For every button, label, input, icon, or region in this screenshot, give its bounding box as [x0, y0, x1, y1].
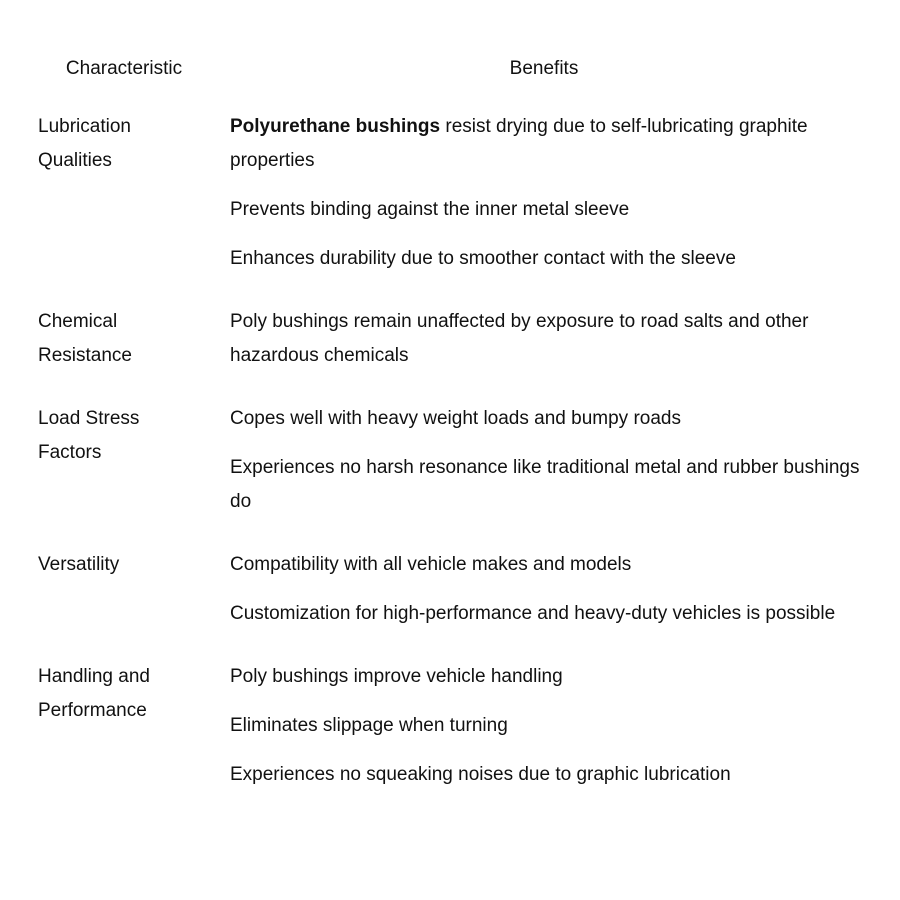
characteristic-cell — [28, 540, 220, 631]
table-row — [28, 540, 868, 631]
characteristic-cell — [28, 394, 220, 519]
benefit-text: Experiences no harsh resonance like traditional metal and rubber bushings do — [230, 457, 860, 512]
benefit-text: Compatibility with all vehicle makes and models — [230, 554, 632, 575]
benefits-cell — [220, 394, 868, 519]
benefits-cell — [220, 297, 868, 373]
header-benefits: Benefits — [509, 58, 579, 79]
benefit-item — [230, 242, 868, 276]
characteristic-line: Versatility — [38, 554, 120, 575]
benefit-item — [230, 597, 868, 631]
table-row — [28, 102, 868, 276]
characteristic-line: Lubrication — [38, 116, 131, 137]
benefits-cell — [220, 102, 868, 276]
characteristic-line: Factors — [38, 442, 102, 463]
benefit-text: Copes well with heavy weight loads and bumpy roads — [230, 408, 681, 429]
benefit-text: resist drying due to self-lubricating graphite properties — [230, 116, 808, 171]
characteristic-cell — [28, 102, 220, 276]
benefits-cell — [220, 652, 868, 792]
benefit-text: Prevents binding against the inner metal sleeve — [230, 199, 630, 220]
characteristic-line: Resistance — [38, 345, 132, 366]
benefit-text: Poly bushings remain unaffected by exposure to road salts and other hazardous chemicals — [230, 311, 809, 366]
benefit-item — [230, 305, 868, 373]
characteristic-cell — [28, 297, 220, 373]
benefit-item — [230, 110, 868, 178]
table-row — [28, 652, 868, 792]
benefit-item — [230, 451, 868, 519]
benefit-item — [230, 660, 868, 694]
table-row — [28, 394, 868, 519]
benefit-text: Customization for high-performance and heavy-duty vehicles is possible — [230, 603, 836, 624]
benefit-item — [230, 709, 868, 743]
benefit-text: Poly bushings improve vehicle handling — [230, 666, 563, 687]
benefit-item — [230, 402, 868, 436]
header-characteristic: Characteristic — [65, 58, 183, 79]
characteristic-line: Handling and — [38, 666, 150, 687]
benefits-cell — [220, 540, 868, 631]
benefit-item — [230, 548, 868, 582]
benefits-table — [28, 40, 868, 792]
benefit-item — [230, 193, 868, 227]
table-row — [28, 297, 868, 373]
characteristic-line: Load Stress — [38, 408, 140, 429]
benefit-text: Enhances durability due to smoother contact with the sleeve — [230, 248, 736, 269]
characteristic-line: Performance — [38, 700, 147, 721]
benefit-text: Eliminates slippage when turning — [230, 715, 508, 736]
characteristic-line: Chemical — [38, 311, 118, 332]
benefit-item — [230, 758, 868, 792]
table-header — [28, 40, 868, 102]
characteristic-line: Qualities — [38, 150, 112, 171]
characteristic-cell — [28, 652, 220, 792]
benefit-bold-text: Polyurethane bushings — [230, 116, 441, 137]
benefit-text: Experiences no squeaking noises due to graphic lubrication — [230, 764, 731, 785]
